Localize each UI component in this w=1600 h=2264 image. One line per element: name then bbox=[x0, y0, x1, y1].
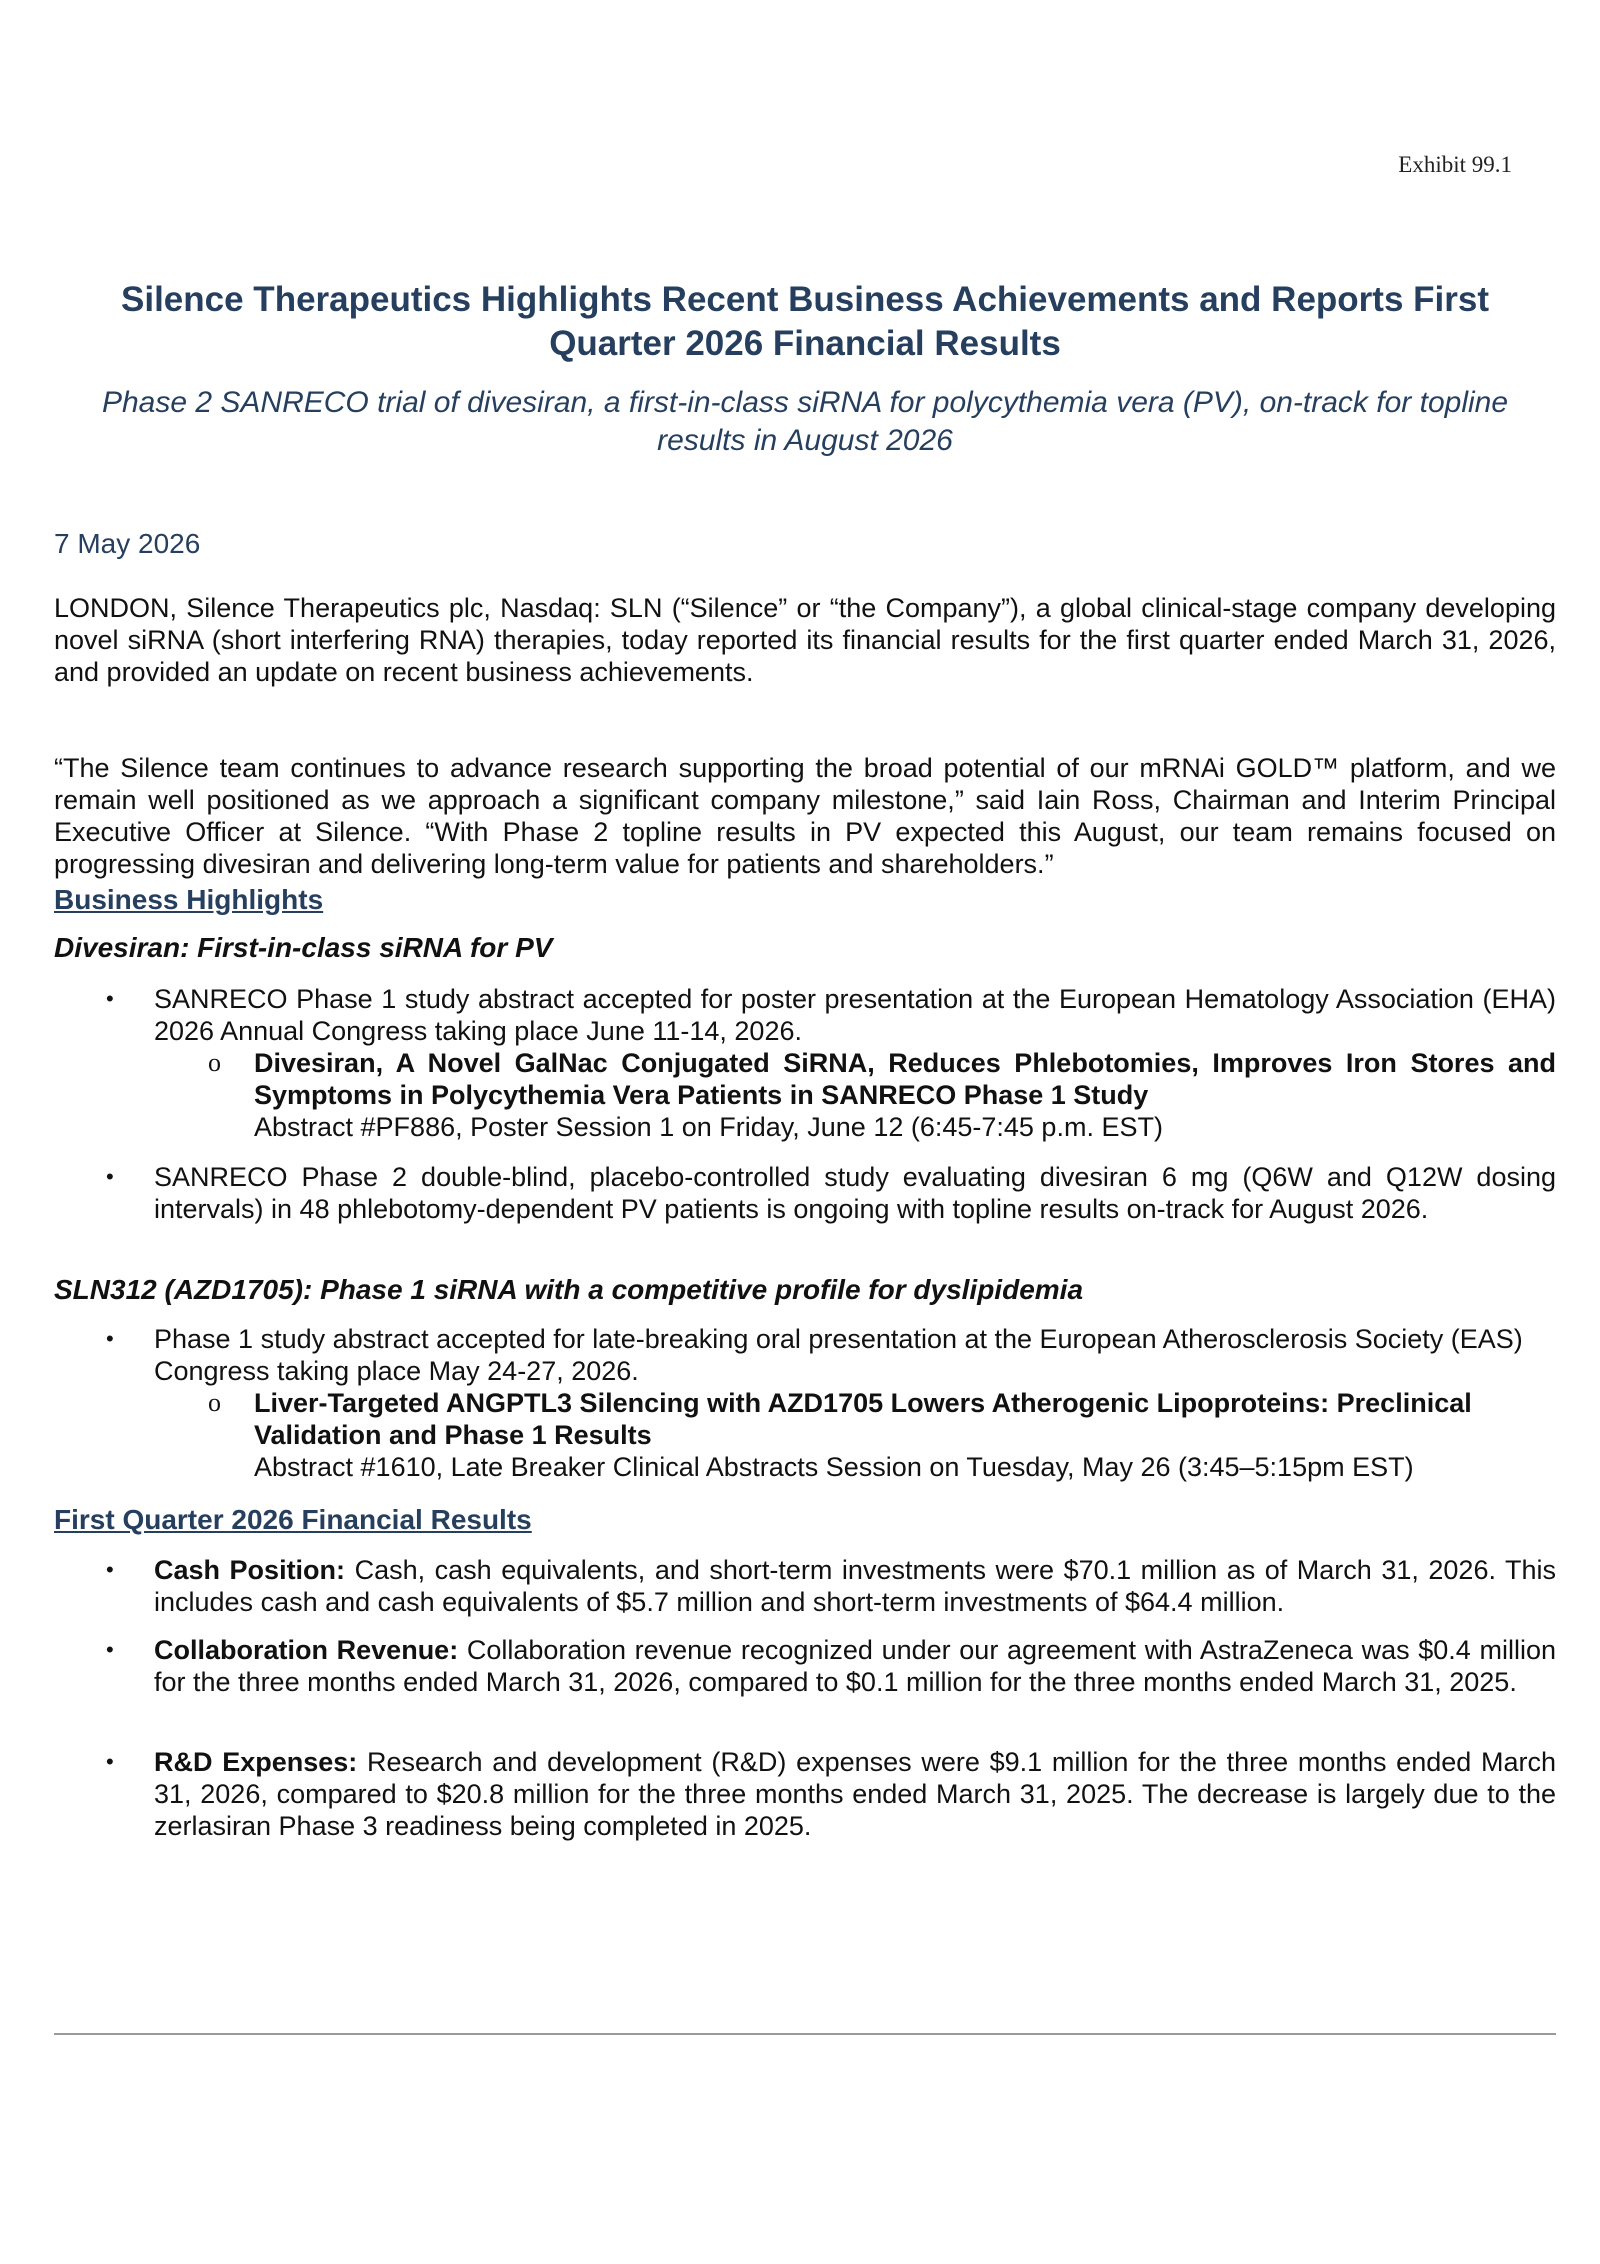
sub-bullet-marker: o bbox=[208, 1388, 221, 1417]
sub-list-item bbox=[208, 1387, 1556, 1483]
list-item-label: Cash Position: bbox=[154, 1555, 346, 1585]
list-item-text: Phase 1 study abstract accepted for late-breaking oral presentation at the European Atherosclerosis Society (EAS) Congress taking place May 24-27, 2026. bbox=[154, 1324, 1523, 1386]
bullet-marker: • bbox=[106, 986, 114, 1011]
business-highlights-heading: Business Highlights bbox=[54, 884, 324, 915]
list-item bbox=[106, 983, 1556, 1047]
list-item bbox=[106, 1634, 1556, 1698]
bullet-marker: • bbox=[106, 1326, 114, 1351]
abstract-title: Divesiran, A Novel GalNac Conjugated SiRNA, Reduces Phlebotomies, Improves Iron Stores and Symptoms in Polycythemia Vera Patients in SANRECO Phase 1 Study bbox=[254, 1048, 1556, 1110]
list-item-text: Collaboration revenue recognized under our agreement with AstraZeneca was $0.4 million for the three months ended March 31, 2026, compared to $0.1 million for the three months ended March 31, 2025. bbox=[154, 1635, 1556, 1697]
exhibit-label: Exhibit 99.1 bbox=[1398, 152, 1512, 177]
financial-results-heading: First Quarter 2026 Financial Results bbox=[54, 1504, 532, 1535]
abstract-detail: Abstract #PF886, Poster Session 1 on Friday, June 12 (6:45-7:45 p.m. EST) bbox=[254, 1112, 1163, 1142]
abstract-title: Liver-Targeted ANGPTL3 Silencing with AZD1705 Lowers Atherogenic Lipoproteins: Preclinical Validation and Phase 1 Results bbox=[254, 1388, 1472, 1450]
footer-divider bbox=[54, 2033, 1556, 2035]
release-date: 7 May 2026 bbox=[54, 528, 201, 559]
sln312-heading: SLN312 (AZD1705): Phase 1 siRNA with a competitive profile for dyslipidemia bbox=[54, 1274, 1084, 1305]
document-subtitle: Phase 2 SANRECO trial of divesiran, a first-in-class siRNA for polycythemia vera (PV), on-track for topline results in August 2026 bbox=[101, 386, 1509, 457]
bullet-marker: • bbox=[106, 1749, 114, 1774]
list-item-text: Cash, cash equivalents, and short-term investments were $70.1 million as of March 31, 2026. This includes cash and cash equivalents of $5.7 million and short-term investments of $64.4 million. bbox=[154, 1555, 1557, 1617]
bullet-marker: • bbox=[106, 1557, 114, 1582]
bullet-marker: • bbox=[106, 1164, 114, 1189]
list-item-text: SANRECO Phase 2 double-blind, placebo-controlled study evaluating divesiran 6 mg (Q6W and Q12W dosing intervals) in 48 phlebotomy-dependent PV patients is ongoing with topline results on-track for August 2026. bbox=[154, 1162, 1556, 1224]
list-item bbox=[106, 1554, 1557, 1618]
abstract-detail: Abstract #1610, Late Breaker Clinical Abstracts Session on Tuesday, May 26 (3:45–5:15pm EST) bbox=[254, 1452, 1414, 1482]
sub-bullet-marker: o bbox=[208, 1048, 221, 1077]
divesiran-heading: Divesiran: First-in-class siRNA for PV bbox=[54, 932, 553, 963]
list-item bbox=[106, 1746, 1556, 1842]
sub-list-item bbox=[208, 1047, 1556, 1143]
list-item-text: SANRECO Phase 1 study abstract accepted for poster presentation at the European Hematology Association (EHA) 2026 Annual Congress taking place June 11-14, 2026. bbox=[154, 984, 1556, 1046]
list-item-text: Research and development (R&D) expenses were $9.1 million for the three months ended March 31, 2026, compared to $20.8 million for the three months ended March 31, 2025. The decrease is largely due to the zerlasiran Phase 3 readiness being completed in 2025. bbox=[154, 1747, 1556, 1841]
intro-paragraph: LONDON, Silence Therapeutics plc, Nasdaq: SLN (“Silence” or “the Company”), a global clinical-stage company developing novel siRNA (short interfering RNA) therapies, today reported its financial results for the first quarter ended March 31, 2026, and provided an update on recent business achievements. bbox=[54, 593, 1556, 687]
list-item-label: R&D Expenses: bbox=[154, 1747, 358, 1777]
list-item-label: Collaboration Revenue: bbox=[154, 1635, 459, 1665]
quote-paragraph: “The Silence team continues to advance research supporting the broad potential of our mRNAi GOLD™ platform, and we remain well positioned as we approach a significant company milestone,” said Iain Ross, Chairman and Interim Principal Executive Officer at Silence. “With Phase 2 topline results in PV expected this August, our team remains focused on progressing divesiran and delivering long-term value for patients and shareholders.” bbox=[54, 753, 1556, 879]
list-item bbox=[106, 1161, 1556, 1225]
bullet-marker: • bbox=[106, 1637, 114, 1662]
document-title: Silence Therapeutics Highlights Recent Business Achievements and Reports First Quarter 2026 Financial Results bbox=[121, 280, 1489, 363]
list-item bbox=[106, 1323, 1556, 1387]
